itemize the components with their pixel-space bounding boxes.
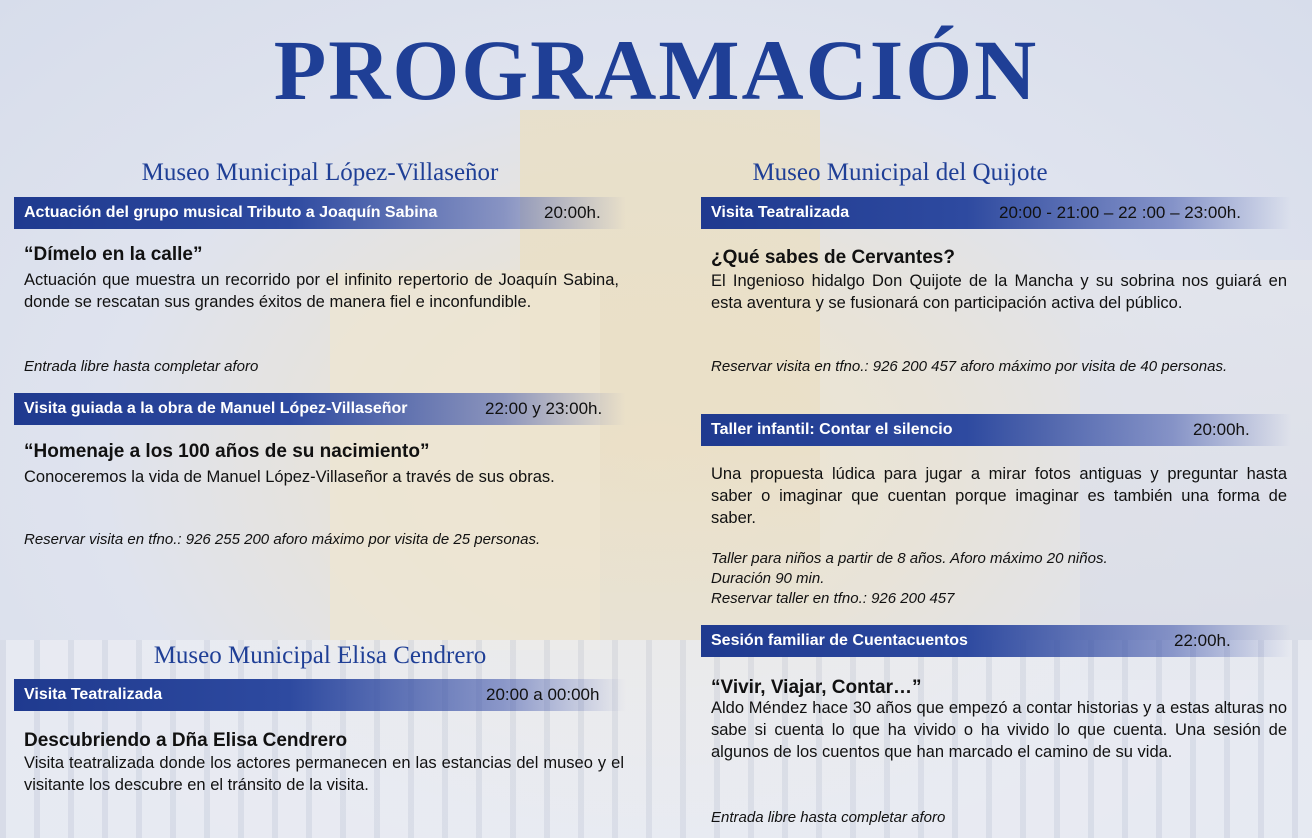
event-bar-cuentacuentos: [701, 625, 1291, 657]
event-note-duration: Duración 90 min.: [711, 570, 825, 587]
event-note: Entrada libre hasta completar aforo: [24, 358, 259, 375]
event-description: El Ingenioso hidalgo Don Quijote de la Mancha y su sobrina nos guiará en esta aventura y se fusionará con participación activa del público.: [711, 272, 1287, 312]
museum-heading-quijote: Museo Municipal del Quijote: [752, 159, 1048, 186]
event-time: 20:00 - 21:00 – 22 :00 – 23:00h.: [999, 203, 1241, 222]
event-note-age: Taller para niños a partir de 8 años. Aforo máximo 20 niños.: [711, 550, 1108, 567]
event-bar-label: Taller infantil: Contar el silencio: [711, 421, 953, 438]
event-bar-elisa-visit: [14, 679, 626, 711]
event-description: Visita teatralizada donde los actores permanecen en las estancias del museo y el visitante los descubre en el tránsito de la visita.: [24, 754, 624, 794]
event-bar-quijote-visit: [701, 197, 1291, 229]
event-description: Conoceremos la vida de Manuel López-Villaseñor a través de sus obras.: [24, 468, 555, 486]
event-bar-label: Visita Teatralizada: [711, 204, 850, 221]
event-bar-label: Visita Teatralizada: [24, 686, 163, 703]
event-time: 20:00 a 00:00h: [486, 685, 600, 704]
event-note-booking: Reservar taller en tfno.: 926 200 457: [711, 590, 955, 607]
event-subtitle: “Homenaje a los 100 años de su nacimiento”: [24, 441, 430, 462]
museum-heading-lopez-villasenor: Museo Municipal López-Villaseñor: [141, 159, 499, 186]
event-bar-label: Actuación del grupo musical Tributo a Joaquín Sabina: [24, 204, 438, 221]
museum-heading-elisa-cendrero: Museo Municipal Elisa Cendrero: [153, 642, 487, 669]
event-bar-label: Sesión familiar de Cuentacuentos: [711, 632, 968, 649]
event-bar-label: Visita guiada a la obra de Manuel López-Villaseñor: [24, 400, 408, 417]
event-time: 20:00h.: [544, 203, 601, 222]
event-description: Actuación que muestra un recorrido por el infinito repertorio de Joaquín Sabina, donde se rescatan sus grandes éxitos de manera fiel e inconfundible.: [24, 271, 619, 311]
event-time: 22:00h.: [1174, 631, 1231, 650]
event-note: Reservar visita en tfno.: 926 255 200 aforo máximo por visita de 25 personas.: [24, 531, 541, 548]
event-bar-guided-visit: [14, 393, 626, 425]
event-subtitle: “Dímelo en la calle”: [24, 244, 203, 265]
page-title: PROGRAMACIÓN: [273, 22, 1039, 118]
event-subtitle: ¿Qué sabes de Cervantes?: [711, 247, 955, 268]
event-subtitle: Descubriendo a Dña Elisa Cendrero: [24, 730, 348, 751]
event-time: 22:00 y 23:00h.: [485, 399, 603, 418]
event-note: Entrada libre hasta completar aforo: [711, 809, 946, 826]
event-note: Reservar visita en tfno.: 926 200 457 aforo máximo por visita de 40 personas.: [711, 358, 1228, 375]
event-bar-sabina: [14, 197, 626, 229]
event-time: 20:00h.: [1193, 420, 1250, 439]
event-description: Aldo Méndez hace 30 años que empezó a contar historias y a estas alturas no sabe si cuenta lo que ha vivido o ha vivido lo que cuenta. Una sesión de algunos de los cuentos que han marcado el camino de su vida.: [711, 699, 1287, 761]
event-bar-taller-infantil: [701, 414, 1291, 446]
event-description: Una propuesta lúdica para jugar a mirar fotos antiguas y preguntar hasta saber o imaginar que cuentan porque imaginar es también una forma de saber.: [711, 465, 1287, 527]
event-subtitle: “Vivir, Viajar, Contar…”: [711, 677, 922, 698]
